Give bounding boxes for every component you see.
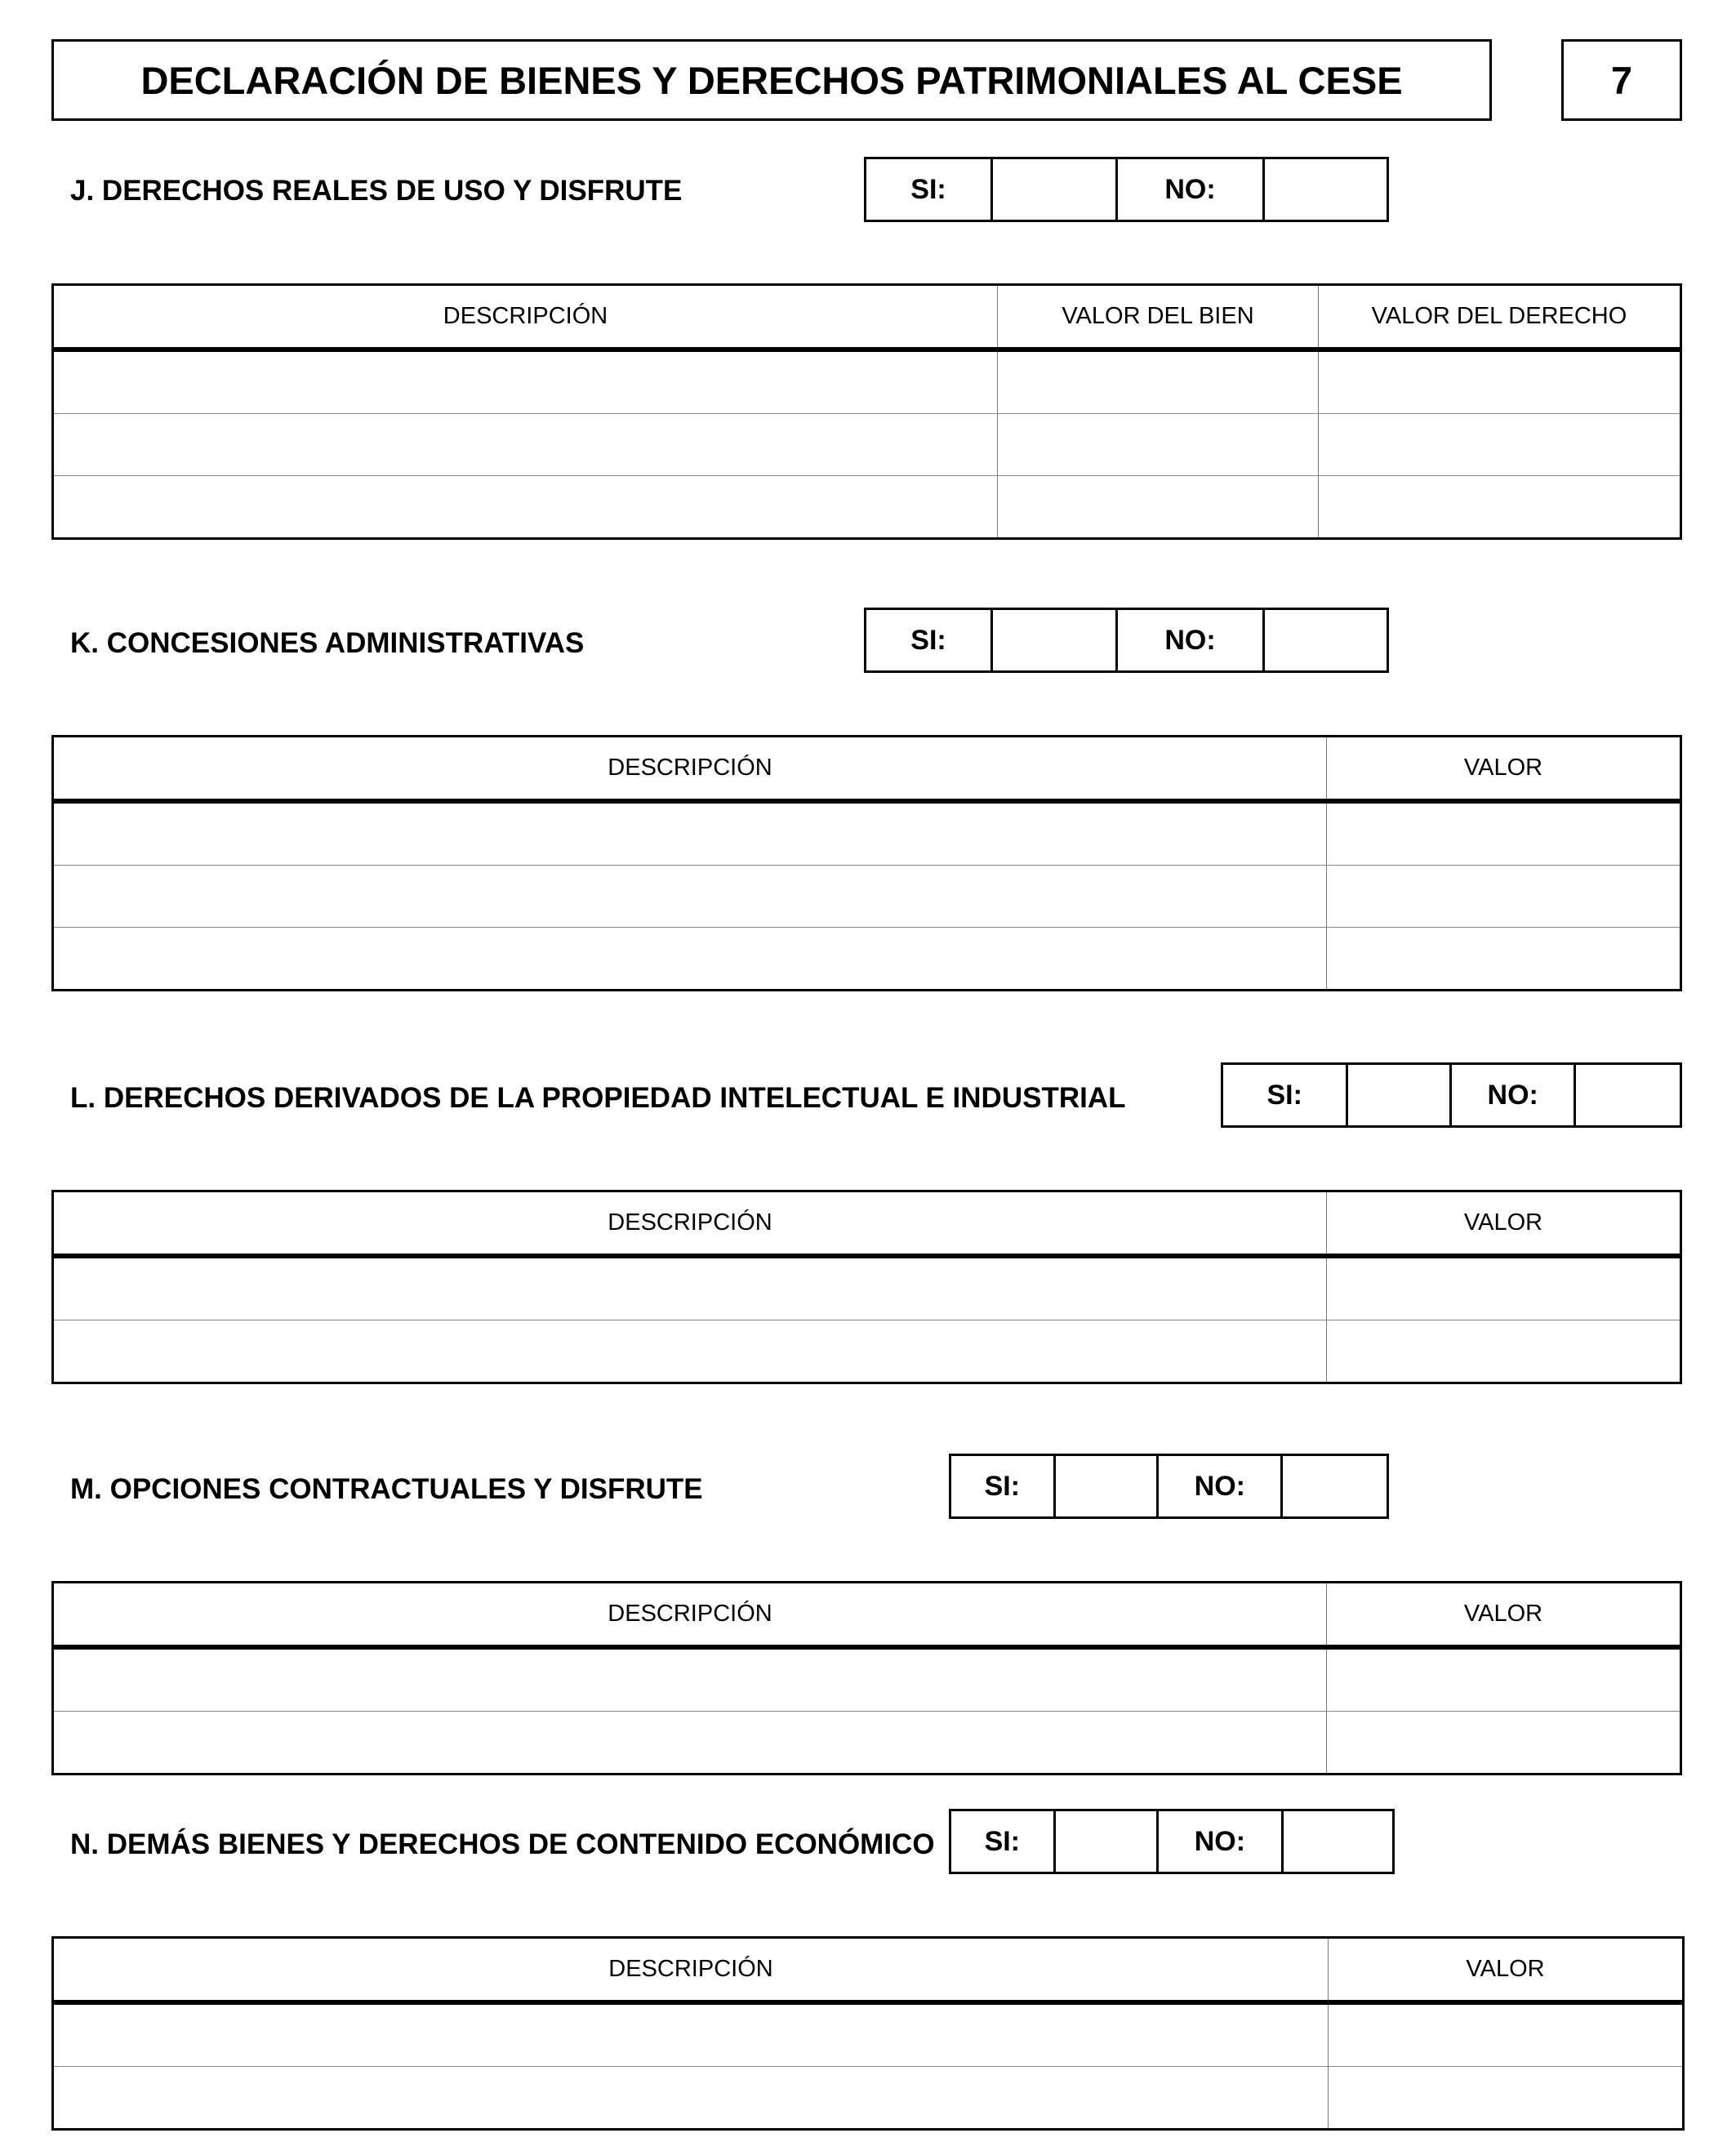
valor-cell[interactable] — [1327, 1712, 1681, 1775]
section-l-table — [51, 1190, 1682, 1384]
section-l-title: L. DERECHOS DERIVADOS DE LA PROPIEDAD INTELECTUAL E INDUSTRIAL — [70, 1082, 1126, 1114]
column-header-descripcion: DESCRIPCIÓN — [53, 1938, 1329, 2003]
section-j-table — [51, 283, 1682, 540]
table-row — [53, 1712, 1681, 1775]
table-header-row — [53, 1938, 1684, 2003]
table-row — [53, 476, 1681, 539]
section-m-title: M. OPCIONES CONTRACTUALES Y DISFRUTE — [70, 1473, 703, 1505]
section-k-si-checkbox[interactable] — [993, 610, 1118, 670]
valor-del-derecho-cell[interactable] — [1319, 476, 1681, 539]
si-label: SI: — [866, 159, 993, 220]
valor-cell[interactable] — [1327, 1320, 1681, 1383]
section-m-si-checkbox[interactable] — [1056, 1456, 1160, 1516]
section-n-no-checkbox[interactable] — [1284, 1811, 1392, 1872]
section-l-yes-no — [1221, 1062, 1682, 1128]
section-j-title: J. DERECHOS REALES DE USO Y DISFRUTE — [70, 175, 683, 207]
column-header-descripcion: DESCRIPCIÓN — [53, 285, 998, 350]
valor-del-derecho-cell[interactable] — [1319, 414, 1681, 476]
table-row — [53, 928, 1681, 991]
section-k-title: K. CONCESIONES ADMINISTRATIVAS — [70, 627, 585, 659]
section-n-yes-no — [949, 1809, 1395, 1874]
table-header-row — [53, 1191, 1681, 1257]
column-header-descripcion: DESCRIPCIÓN — [53, 1583, 1327, 1648]
column-header-descripcion: DESCRIPCIÓN — [53, 1191, 1327, 1257]
column-header-valor: VALOR — [1327, 1583, 1681, 1648]
no-label: NO: — [1159, 1811, 1283, 1872]
table-row — [53, 350, 1681, 414]
valor-del-bien-cell[interactable] — [998, 476, 1319, 539]
column-header-valor: VALOR — [1327, 1191, 1681, 1257]
si-label: SI: — [951, 1811, 1056, 1872]
descripcion-cell[interactable] — [53, 1320, 1327, 1383]
table-row — [53, 1320, 1681, 1383]
valor-del-bien-cell[interactable] — [998, 350, 1319, 414]
si-label: SI: — [866, 610, 993, 670]
table-row — [53, 2002, 1684, 2067]
descripcion-cell[interactable] — [53, 1712, 1327, 1775]
descripcion-cell[interactable] — [53, 866, 1327, 928]
valor-cell[interactable] — [1329, 2002, 1684, 2067]
descripcion-cell[interactable] — [53, 1647, 1327, 1712]
descripcion-cell[interactable] — [53, 350, 998, 414]
no-label: NO: — [1159, 1456, 1283, 1516]
valor-cell[interactable] — [1327, 801, 1681, 866]
valor-cell[interactable] — [1329, 2067, 1684, 2130]
table-header-row — [53, 1583, 1681, 1648]
descripcion-cell[interactable] — [53, 2002, 1329, 2067]
section-n-title: N. DEMÁS BIENES Y DERECHOS DE CONTENIDO ECONÓMICO — [70, 1828, 935, 1860]
section-m-table — [51, 1581, 1682, 1775]
section-k-table — [51, 735, 1682, 991]
section-n-si-checkbox[interactable] — [1056, 1811, 1160, 1872]
table-header-row — [53, 285, 1681, 350]
column-header-valor-del-derecho: VALOR DEL DERECHO — [1319, 285, 1681, 350]
column-header-valor: VALOR — [1327, 737, 1681, 802]
section-l-no-checkbox[interactable] — [1576, 1065, 1680, 1125]
descripcion-cell[interactable] — [53, 1256, 1327, 1320]
table-row — [53, 414, 1681, 476]
column-header-valor-del-bien: VALOR DEL BIEN — [998, 285, 1319, 350]
valor-del-derecho-cell[interactable] — [1319, 350, 1681, 414]
table-row — [53, 1647, 1681, 1712]
si-label: SI: — [951, 1456, 1056, 1516]
descripcion-cell[interactable] — [53, 801, 1327, 866]
valor-cell[interactable] — [1327, 928, 1681, 991]
page-number: 7 — [1561, 39, 1682, 121]
section-j-no-checkbox[interactable] — [1265, 159, 1387, 220]
column-header-descripcion: DESCRIPCIÓN — [53, 737, 1327, 802]
descripcion-cell[interactable] — [53, 476, 998, 539]
section-l-si-checkbox[interactable] — [1348, 1065, 1452, 1125]
valor-cell[interactable] — [1327, 866, 1681, 928]
valor-del-bien-cell[interactable] — [998, 414, 1319, 476]
valor-cell[interactable] — [1327, 1256, 1681, 1320]
section-k-no-checkbox[interactable] — [1265, 610, 1387, 670]
section-k-yes-no — [864, 608, 1389, 673]
section-j-si-checkbox[interactable] — [993, 159, 1118, 220]
section-m-no-checkbox[interactable] — [1283, 1456, 1387, 1516]
si-label: SI: — [1223, 1065, 1348, 1125]
section-m-yes-no — [949, 1454, 1389, 1519]
form-title: DECLARACIÓN DE BIENES Y DERECHOS PATRIMONIALES AL CESE — [51, 39, 1492, 121]
table-row — [53, 2067, 1684, 2130]
section-n-table — [51, 1936, 1685, 2131]
no-label: NO: — [1452, 1065, 1576, 1125]
table-row — [53, 1256, 1681, 1320]
no-label: NO: — [1118, 610, 1265, 670]
column-header-valor: VALOR — [1329, 1938, 1684, 2003]
table-header-row — [53, 737, 1681, 802]
descripcion-cell[interactable] — [53, 414, 998, 476]
valor-cell[interactable] — [1327, 1647, 1681, 1712]
section-j-yes-no — [864, 157, 1389, 222]
descripcion-cell[interactable] — [53, 928, 1327, 991]
table-row — [53, 866, 1681, 928]
descripcion-cell[interactable] — [53, 2067, 1329, 2130]
no-label: NO: — [1118, 159, 1265, 220]
table-row — [53, 801, 1681, 866]
